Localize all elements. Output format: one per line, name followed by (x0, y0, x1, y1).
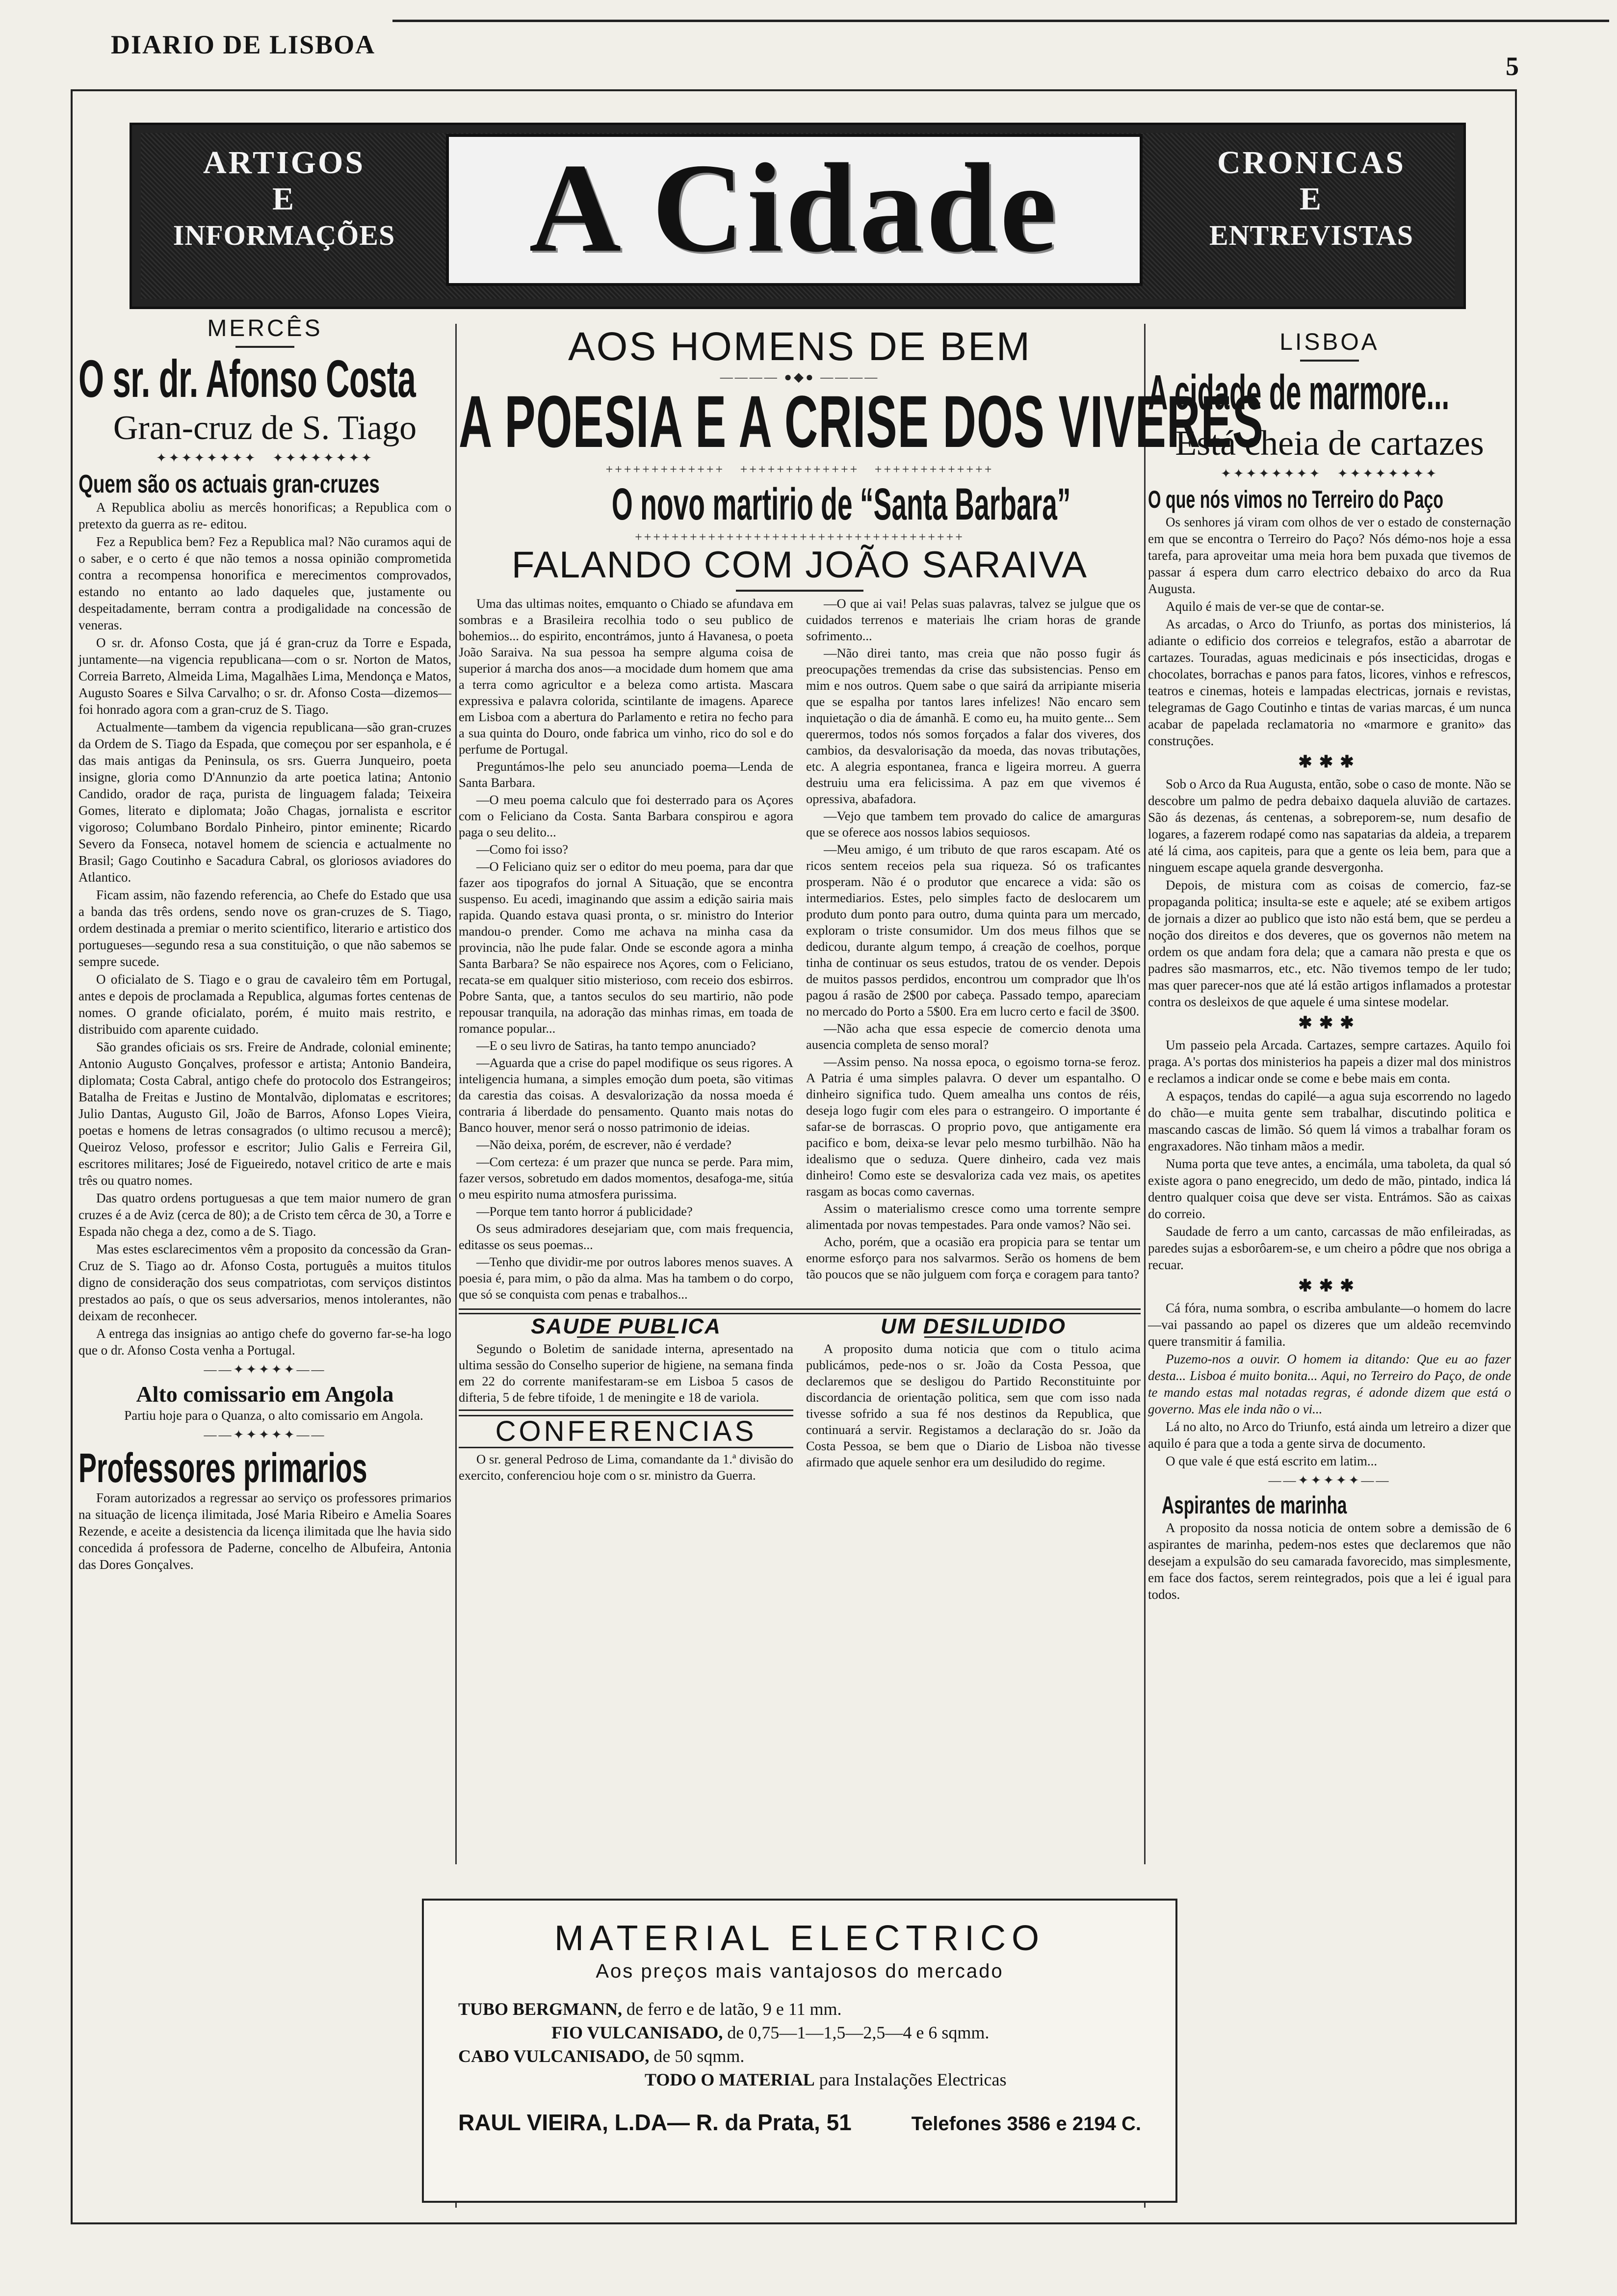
column-rule (455, 324, 457, 1864)
paragraph: Assim o materialismo cresce como uma torrente sempre alimentada por novas tempestades. Para onde vamos? Não sei. (806, 1201, 1141, 1232)
item-head-aspirantes-wrap (1148, 1492, 1511, 1519)
interview-head: FALANDO COM JOÃO SARAIVA (511, 544, 1088, 586)
headline-wrap (459, 380, 1264, 463)
paragraph: A proposito duma noticia que com o titulo acima publicámos, pede-nos o sr. João da Costa Pessoa, que declaremos que se desligou do Partido Reconstituinte por discordancia de orientação politica, sem que com isso nada tivesse sofrido a sua fé nos destinos da Republica, que continuará a servir. Registamos a declaração do sr. João da Costa Pessoa, se bem que o Diario de Lisboa não tivesse afirmado que aquele senhor era um desiludido do regime. (806, 1341, 1141, 1469)
top-rule (392, 20, 1609, 22)
paragraph: As arcadas, o Arco do Triunfo, as portas dos ministerios, lá adiante o edificio dos correios e telegrafos, estão a abarrotar de cartazes. Touradas, aguas medicinais e pós insecticidas, drogas e chocolates, borrachas e panos para fatos, licores, vinhos e refrescos, teatros e cinemas, hoteis e lampadas electricas, jornais e revistas, telegramas de Gago Coutinho e tintas de varias marcas, é um nunca acabar de papelada reclamatoria no «marmore e granito» das construções. (1148, 617, 1511, 748)
paragraph: Mas estes esclarecimentos vêm a proposito da concessão da Gran-Cruz de S. Tiago ao dr. Afonso Costa, português a muitos titulos digno de consideração dos seus compatriotas, com serviços distintos prestados ao país, o que os seus adversarios, menos intolerantes, não deixam de reconhecer. (78, 1242, 451, 1323)
banner-left-line: E (272, 181, 296, 217)
paragraph: Das quatro ordens portuguesas a que tem maior numero de gran cruzes é a de Aviz (cerca de 80); a de Cristo tem cêrca de 30, a Torre e Espada não chega a dez, como a de S. Tiago. (78, 1191, 451, 1239)
ornament-rule: ———— ●◆● ———— (720, 370, 880, 384)
brief-rule (459, 1409, 793, 1411)
briefs (459, 1314, 1141, 1485)
item-head-aspirantes: Aspirantes de marinha (1162, 1491, 1347, 1519)
headline-wrap (78, 349, 451, 408)
section-head-wrap (78, 470, 451, 499)
paragraph: Os senhores já viram com olhos de ver o estado de consternação em que se encontra o Terreiro do Paço? Nós démo-nos hoje a essa tarefa, para aproveitar uma meia hora bem puxada que tivemos de passar á espera dum carro electrico debaixo do arco da Rua Augusta. (1148, 515, 1511, 596)
interview-body (459, 596, 1141, 1304)
item-head-professores: Professores primarios (78, 1445, 367, 1491)
brief-head-saude: SAUDE PUBLICA (531, 1314, 721, 1338)
paragraph: —Não direi tanto, mas creia que não posso fugir ás preocupações tremendas da crise das subsistencias. Penso em mim e nos outros. Quem sabe o que sairá da arripiante miseria que se espalha por tantos lares infelizes! Não encaro sem inquietação o dia de ámanhã. E como eu, ha muito gente... Sem querermos, todos nós somos forçados a falar dos viveres, dos cambios, da desvalorisação da moeda, das novas tributações, etc. A alegria espontanea, franca e ligeira morreu. A guerra destruiu uma era felicissima. A paz em que vivemos é opressiva, abafadora. (806, 646, 1141, 806)
item-text-professores (78, 1489, 451, 1573)
subheadline: Gran-cruz de S. Tiago (113, 409, 417, 447)
banner-left-label (147, 145, 421, 254)
paragraph: —O que ai vai! Pelas suas palavras, talvez se julgue que os cuidados terrenos e materiais lhe criam horas de grande sofrimento... (806, 596, 1141, 643)
advert-lines (424, 1983, 1175, 2091)
paragraph: São grandes oficiais os srs. Freire de Andrade, colonial eminente; Antonio Augusto Gonçalves, professor e artista; Antonio Bandeira, diplomata; Costa Cabral, antigo chefe do protocolo dos Estrangeiros; Batalha de Freitas e Justino de Montalvão, diplomatas e escritores; Julio Dantas, Augusto Gil, João de Barros, Afonso Lopes Vieira, poetas e homens de letras consagrados (o ultimo recusou a mercê); Queiroz Veloso, professor e escritor; Julio Galis e Ferreira Gil, escritores militares; José de Figueiredo, notavel critico de arte e mais três ou quatro nomes. (78, 1040, 451, 1188)
paragraph: Depois, de mistura com as coisas de comercio, faz-se propaganda politica; insulta-se este e aquele; até se exibem artigos de jornais a dizer ao publico que isto não está bem, que se perdeu a noção dos direitos e dos deveres, que os governos não metem na ordem os que andam fora dela; que a camara não presta e que os padres são masmarros, etc., etc. Não tivemos tempo de ler tudo; mas quer parecer-nos que até lá estão artigos inflamados a protestar contra os desleixos de que aquele é uma sintese modelar. (1148, 878, 1511, 1009)
advert-title: MATERIAL ELECTRICO (554, 1919, 1045, 1958)
advert-line-text: de 50 sqmm. (653, 2046, 745, 2066)
item-head-angola: Alto comissario em Angola (136, 1382, 394, 1407)
paragraph: Segundo o Boletim de sanidade interna, apresentado na ultima sessão do Conselho superior de higiene, na semana finda em 22 do corrente manifestaram-se em Lisboa 5 casos de difteria, 5 de febre tifoide, 1 de meningite e 18 de variola. (459, 1341, 793, 1405)
banner-title: A Cidade (446, 134, 1143, 286)
head-rule (736, 590, 863, 592)
paragraph: A proposito da nossa noticia de ontem sobre a demissão de 6 aspirantes de marinha, pedem-nos estes que declaremos que não desejam a expulsão do seu camarada favorecido, mas simplesmente, em face dos factos, serem reintegrados, pois que a lei é igual para todos. (1148, 1520, 1511, 1602)
headline-wrap (1148, 365, 1511, 419)
advert-footer (424, 2091, 1175, 2136)
advert-line-text: de ferro e de latão, 9 e 11 mm. (626, 1999, 842, 2019)
paragraph: Saudade de ferro a um canto, carcassas de mão enfileiradas, as paredes sujas a esborôarem-se, e um cheiro a pôdre que nos obriga a recuar. (1148, 1224, 1511, 1272)
ornament-rule: ——✦✦✦✦✦—— (204, 1428, 326, 1442)
briefs-left (459, 1314, 793, 1485)
advert-line-label: TUBO BERGMANN, (458, 1999, 623, 2019)
paragraph: —Tenho que dividir-me por outros labores menos suaves. A poesia é, para mim, o pão da alma. Mas ha tambem o do corpo, que só se conquista com penas e trabalhos... (459, 1254, 793, 1302)
column-merces (78, 309, 451, 1574)
item-text-angola (78, 1407, 451, 1424)
advert-line-label: FIO VULCANISADO, (551, 2023, 723, 2042)
paragraph: O que vale é que está escrito em latim... (1166, 1454, 1378, 1468)
section-break-stars: ✱✱✱ (1298, 1014, 1361, 1032)
advert-firm: RAUL VIEIRA, L.DA (458, 2110, 667, 2135)
column-rule (1144, 324, 1146, 1864)
paragraph: Numa porta que teve antes, a encimála, uma taboleta, da qual só existe agora o pano enegrecido, um dedo de mão, pintado, indica lá dentro qualquer coisa que deve ser vista. Entrámos. São as caixas do correio. (1148, 1156, 1511, 1221)
ornament-rule: ✦✦✦✦✦✦✦✦ ✦✦✦✦✦✦✦✦ (1220, 467, 1439, 481)
paragraph: Fez a Republica bem? Fez a Republica mal? Não curamos aqui de o saber, e o certo é que não temos a nossa opinião comprometida contra a recompensa honorifica e merecimentos comprovados, estando no entanto ao lado daqueles que, justamente ou despeitadamente, berram contra a prodigalidade na concessão de veneras. (78, 534, 451, 632)
paragraph: Um passeio pela Arcada. Cartazes, sempre cartazes. Aquilo foi praga. A's portas dos ministerios ha papeis a dizer mal dos ministros e reclamos a indicar onde se come e bebe mais em conta. (1148, 1038, 1511, 1086)
advert-address: — R. da Prata, 51 (667, 2110, 852, 2135)
banner-left-line: ARTIGOS (203, 145, 365, 181)
banner-left-line: INFORMAÇÕES (173, 219, 395, 251)
advert-footer-firm-wrap (458, 2109, 852, 2136)
section-head: O que nós vimos no Terreiro do Paço (1148, 486, 1444, 513)
advert-phones: Telefones 3586 e 2194 C. (911, 2113, 1141, 2135)
paragraph: —Não acha que essa especie de comercio denota uma ausencia completa de senso moral? (806, 1021, 1141, 1052)
paragraph: —E o seu livro de Satiras, ha tanto tempo anunciado? (476, 1038, 756, 1053)
subhead: O novo martirio de “Santa Barbara” (611, 479, 1071, 529)
paragraph: A entrega das insignias ao antigo chefe do governo far-se-ha logo que o dr. Afonso Costa venha a Portugal. (78, 1326, 451, 1357)
subhead-wrap (459, 481, 1141, 530)
paragraph: Actualmente—tambem da vigencia republicana—são gran-cruzes da Ordem de S. Tiago da Espada, que começou por ser espanhola, e é das mais antigas da Peninsula, os srs. Guerra Junqueiro, poeta insigne, gloria como D'Annunzio da arte poetica latina; Antonio Candido, orador de raça, purista de linguagem falada; Teixeira Gomes, literato e diplomata; João Chagas, jornalista e escritor vigoroso; Columbano Bordalo Pinheiro, pintor eminente; Ricardo Severo da Fonseca, notavel homem de sciencia e actualmente no Brasil; Gago Coutinho e Sacadura Cabral, os gloriosos aviadores do Atlantico. (78, 720, 451, 885)
paragraph: —O meu poema calculo que foi desterrado para os Açores com o Feliciano da Costa. Santa Barbara conspirou e agora paga o seu delito... (459, 792, 793, 839)
paragraph: Uma das ultimas noites, emquanto o Chiado se afundava em sombras e a Brasileira recolhia todo o seu publico de bohemios... do espirito, encontrámos, junto á Havanesa, o poeta João Saraiva. Na sua pessoa ha sempre alguma coisa de superior á marcha dos anos—a mocidade dum homem que ama a terra como agricultor e a beleza como artista. Mascara expressiva e palavra colorida, scintilante de imagens. Aparece em Lisboa com a abertura do Parlamento e retira no fecho para a sua quinta do Douro, onde fabrica um vinho, rico do sol e do perfume de Portugal. (459, 596, 793, 757)
advert-subtitle: Aos preços mais vantajosos do mercado (596, 1960, 1004, 1982)
section-head: Quem são os actuais gran-cruzes (78, 470, 380, 498)
paragraph: A espaços, tendas do capilé—a agua suja escorrendo no lagedo do chão—e muita gente sem trabalhar, discutindo politica e mascando cascas de limão. Só quem lá vimos a trabalhar foram os engraxadores. Não tinham mãos a medir. (1148, 1089, 1511, 1153)
paragraph: Sob o Arco da Rua Augusta, então, sobe o caso de monte. Não se descobre um palmo de pedra debaixo daquela aluvião de cartazes. São ás dezenas, ás centenas, a sobreporem-se, num desafio de logares, a fazerem rodapé como nas sapatarias da aldeia, a treparem até lá cima, aos capiteis, para que a gente os leia bem, para que a ninguem escape aquela grande desvergonha. (1148, 777, 1511, 875)
paragraph: —Aguarda que a crise do papel modifique os seus rigores. A inteligencia humana, a simples emoção dum poeta, são vitimas da carestia das coisas. A desvalorização da nossa moeda é contraria á liberdade do pensamento. Quanto mais notas do Banco houver, menor será o nosso patrimonio de ideias. (459, 1055, 793, 1135)
advert-line-text: para Instalações Electricas (819, 2070, 1007, 2089)
paragraph: —Com certeza: é um prazer que nunca se perde. Para mim, fazer versos, sobretudo em dados momentos, desafoga-me, sitúa o meu espirito numa atmosfera purissima. (459, 1154, 793, 1201)
paragraph: Foram autorizados a regressar ao serviço os professores primarios na situação de licença ilimitada, José Maria Ribeiro e Amelia Soares Rezende, e aceite a desistencia da licença ilimitada que lhe havia sido concedida á professora de Paderne, concelho de Albufeira, Antonia das Dores Gonçalves. (78, 1490, 451, 1572)
paragraph: Ficam assim, não fazendo referencia, ao Chefe do Estado que usa a banda das três ordens, sendo nove os gran-cruzes de S. Tiago, ordem destinada a premiar o merito scientifico, literario e artistico dos portugueses—segundo resa a sua constituição, o que não sabemos se sempre sucede. (78, 887, 451, 969)
ornament-rule: ——✦✦✦✦✦—— (1268, 1473, 1391, 1487)
paragraph: Lá no alto, no Arco do Triunfo, está ainda um letreiro a dizer que aquilo é para que a toda a gente sirva de documento. (1148, 1419, 1511, 1451)
paragraph: Aquilo é mais de ver-se que de contar-se. (1166, 599, 1384, 614)
paragraph: O sr. dr. Afonso Costa, que já é gran-cruz da Torre e Espada, juntamente—na vigencia republicana—com o sr. Norton de Matos, Correia Barreto, Almeida Lima, Magalhães Lima, Mendonça e Matos, Augusto Soares e Silva Carvalho; o sr. dr. Afonso Costa—dizemos—foi honrado agora com a gran-cruz de S. Tiago. (78, 635, 451, 717)
paragraph: —Não deixa, porém, de escrever, não é verdade? (476, 1137, 731, 1152)
advert-line (458, 2021, 1141, 2044)
section-banner (130, 123, 1466, 309)
section-break-stars: ✱✱✱ (1298, 1277, 1361, 1295)
ornament-rule: ——✦✦✦✦✦—— (204, 1362, 326, 1377)
briefs-right (806, 1314, 1141, 1485)
section-divider (459, 1308, 1141, 1314)
paragraph: —O Feliciano quiz ser o editor do meu poema, para dar que fazer aos tipografos do jornal A Situação, que se encontra suspenso. Eu acedi, imaginando que assim a edição sairia mais rapida. Quando estava quasi pronta, o sr. ministro do Interior mandou-o prender. Como me achava na minha casa da provincia, não lhe pude falar. Onde se esconde agora a minha Santa Barbara? Se não espairece nos Açores, com o Feliciano, recata-se em qualquer sitio misterioso, com receio dos esbirros. Pobre Santa, que, a tantos seculos do seu martirio, não pode repousar tranquila, na adoração das minhas rimas, em toada de romance popular... (459, 859, 793, 1036)
section-kicker: LISBOA (1279, 329, 1380, 355)
interview-left-column (459, 596, 793, 1304)
banner-right-line: CRONICAS (1217, 145, 1406, 181)
paragraph: Puzemo-nos a ouvir. O homem ia ditando: Que eu ao fazer desta... Lisboa é muito bonita... Aqui, no Terreiro do Paço, de onde te mando estas mal notadas regras, é adonde dizem que está o governo. Mas ele inda não o vi... (1148, 1352, 1511, 1416)
headline: A cidade de marmore... (1148, 365, 1450, 420)
banner-right-line: E (1299, 181, 1324, 217)
paragraph: —Porque tem tanto horror á publicidade? (476, 1204, 693, 1219)
advert-line (458, 2068, 1141, 2091)
ornament-rule: ✦✦✦✦✦✦✦✦ ✦✦✦✦✦✦✦✦ (156, 451, 374, 465)
headline: O sr. dr. Afonso Costa (78, 349, 416, 408)
paragraph: Preguntámos-lhe pelo seu anunciado poema—Lenda de Santa Barbara. (459, 759, 793, 790)
paragraph: O oficialato de S. Tiago e o grau de cavaleiro têm em Portugal, antes e depois de proclamada a Republica, algumas fortes centenas de nomes. O grande oficialato, porém, é muito mais restrito, e distribuido com aparente cuidado. (78, 972, 451, 1037)
item-text-aspirantes (1148, 1519, 1511, 1603)
item-head-professores-wrap (78, 1446, 451, 1489)
paragraph: —Meu amigo, é um tributo de que raros escapam. Até os ricos sentem receios pela sua riqueza. Só os traficantes prosperam. Não é o produtor que encarece a vida: são os intermediarios. Estes, pelo simples facto de deslocarem um produto dum ponto para outro, duma quinta para um mercado, exploram o triste consumidor. Um dos meus filhos que se dedicou, durante algum tempo, á creação de coelhos, porque tinha de continuar os seus estudos, tratou de os vender. Depois de muitos passos perdidos, encontrou um comprador que lh'os pagou á rasão de 2$00 por cabeça. Passado tempo, apareciam no mercado do Porto a 5$00. Era em lucro certo e facil de 3$00. (806, 842, 1141, 1018)
article-body (1148, 514, 1511, 1469)
paragraph: —Assim penso. Na nossa epoca, o egoismo torna-se feroz. A Patria é uma simples palavra. O dever um espantalho. O dinheiro significa tudo. Quem amealha uns contos de réis, deseja logo fugir com eles para o estrangeiro. O importante é safar-se de borrascas. O proprio povo, que antigamente era pacifico e bom, deixa-se levar pelo mesmo turbilhão. Não ha idealismo que o seduza. Quere dinheiro, cada vez mais dinheiro! Como este se desvaloriza cada vez mais, os apetites rasgam as bocas como cavernas. (806, 1054, 1141, 1199)
section-head-wrap (1148, 486, 1511, 514)
paragraph: Acho, porém, que a ocasião era propicia para se tentar um enorme esforço para nos salvarmos. Serão os homens de bem tão poucos que se não julguem com força e coragem para tanto? (806, 1234, 1141, 1281)
advert-line (458, 1997, 1141, 2021)
paragraph: Os seus admiradores desejariam que, com mais frequencia, editasse os seus poemas... (459, 1221, 793, 1252)
banner-right-label (1174, 145, 1449, 254)
ornament-rule: +++++++++++++ +++++++++++++ +++++++++++++ (605, 462, 994, 476)
advert-material-electrico (422, 1899, 1177, 2203)
page-number: 5 (1506, 52, 1519, 81)
section-kicker: MERCÊS (207, 315, 323, 341)
brief-head-conferencias: CONFERENCIAS (459, 1415, 793, 1448)
newspaper-name: DIARIO DE LISBOA (111, 30, 376, 59)
paragraph: —Vejo que tambem tem provado do calice de amarguras que se oferece aos nossos labios sequiosos. (806, 809, 1141, 839)
kicker-rule (1300, 360, 1359, 362)
kicker-rule (235, 346, 294, 348)
column-lisboa (1148, 309, 1511, 1604)
paragraph: —Como foi isso? (476, 842, 568, 857)
interview-right-column (806, 596, 1141, 1304)
subheadline: Está cheia de cartazes (1175, 423, 1484, 463)
advert-line-label: CABO VULCANISADO, (458, 2046, 650, 2066)
headline: A POESIA E A CRISE DOS VIVERES (459, 380, 1264, 463)
brief-head-desiludido: UM DESILUDIDO (881, 1314, 1066, 1338)
article-body (78, 499, 451, 1358)
section-break-stars: ✱✱✱ (1298, 753, 1361, 771)
advert-line-text: de 0,75—1—1,5—2,5—4 e 6 sqmm. (727, 2023, 990, 2042)
column-homens-de-bem (459, 309, 1264, 1485)
banner-right-line: ENTREVISTAS (1209, 219, 1414, 251)
ornament-rule: ++++++++++++++++++++++++++++++++++++ (635, 530, 965, 544)
advert-line-label: TODO O MATERIAL (645, 2070, 815, 2089)
running-head (106, 26, 1519, 81)
paragraph: O sr. general Pedroso de Lima, comandante da 1.ª divisão do exercito, conferenciou hoje com o sr. ministro da Guerra. (459, 1452, 793, 1483)
paragraph: Cá fóra, numa sombra, o escriba ambulante—o homem do lacre—vai passando ao papel os dizeres que um aldeão recemvindo quere transmitir á familia. (1148, 1301, 1511, 1349)
paragraph: Partiu hoje para o Quanza, o alto comissario em Angola. (124, 1408, 423, 1423)
paragraph: A Republica aboliu as mercês honorificas; a Republica com o pretexto da guerra as re- editou. (78, 500, 451, 531)
section-kicker: AOS HOMENS DE BEM (568, 324, 1032, 369)
advert-line (458, 2044, 1141, 2068)
